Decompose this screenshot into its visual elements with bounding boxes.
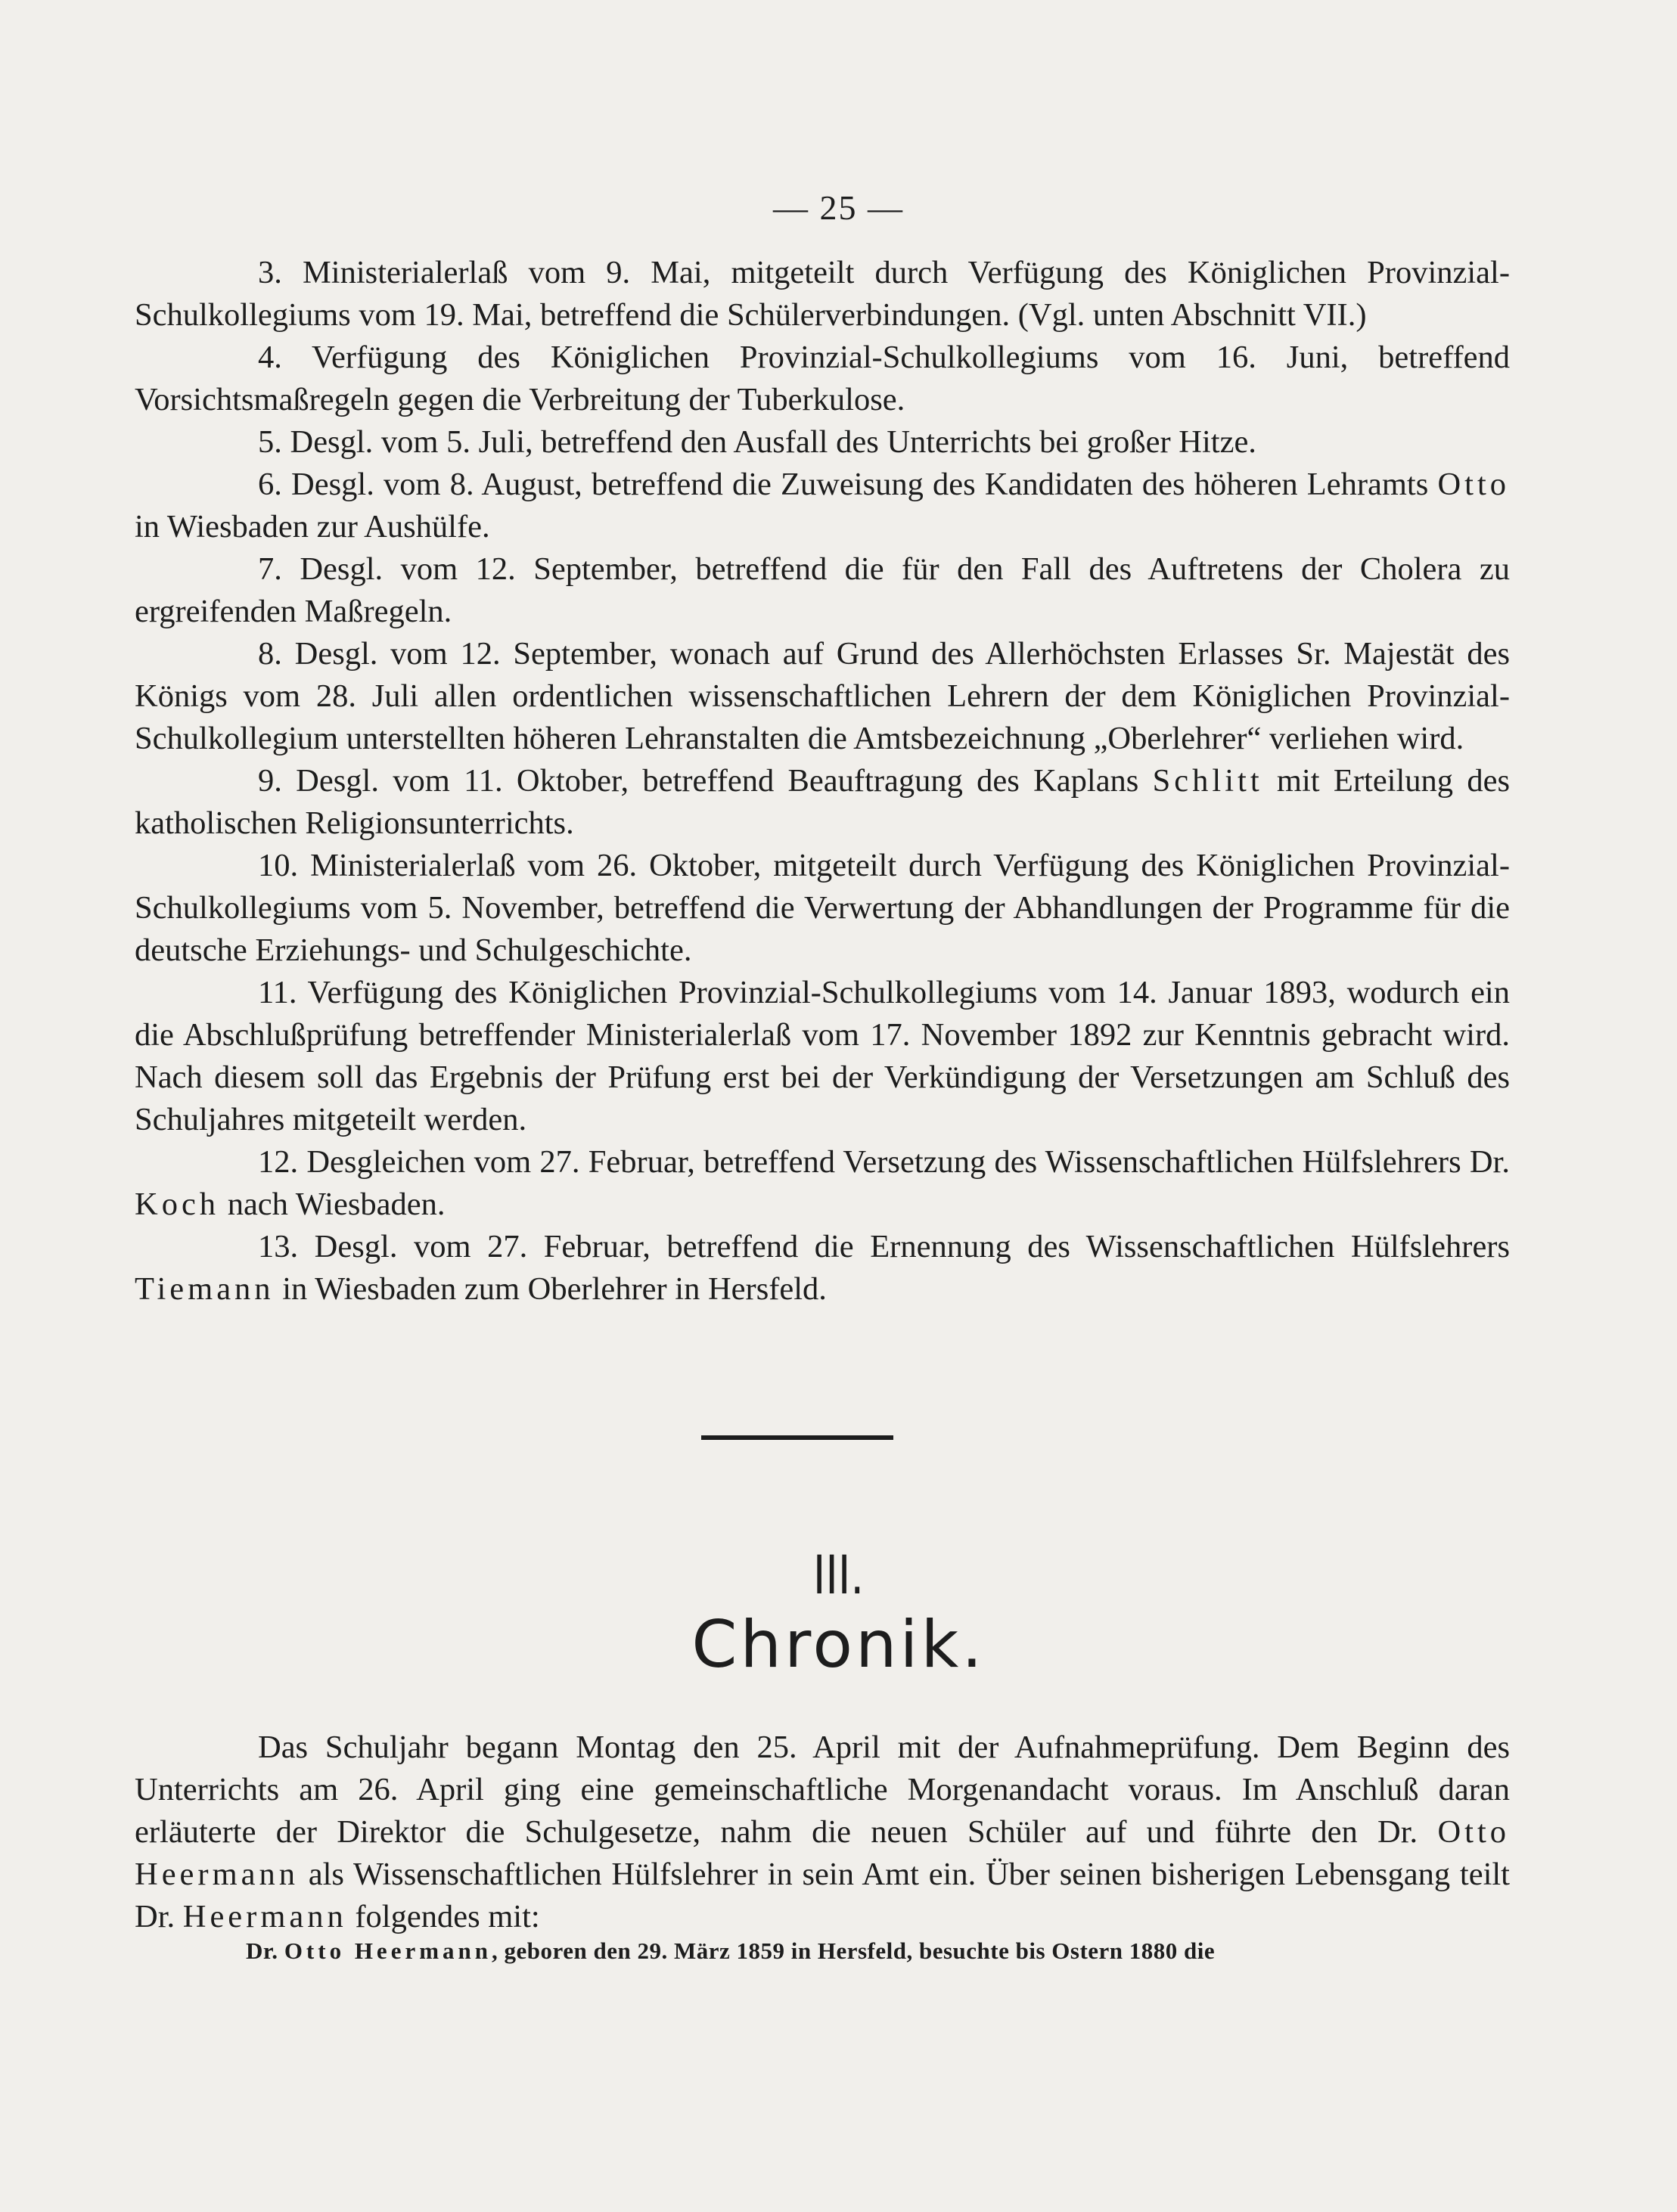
person-name: Otto Heermann	[135, 1814, 1510, 1892]
section-title: Chronik.	[691, 1607, 986, 1683]
decree-item: 3. Ministerialerlaß vom 9. Mai, mitgeteilt durch Verfügung des Königlichen Provinzial-Schulkollegiums vom 19. Mai, betreffend die Schülerverbindungen. (Vgl. unten Abschnitt VII.)	[135, 255, 1510, 333]
person-name: Tiemann	[135, 1271, 275, 1307]
decree-item: 11. Verfügung des Königlichen Provinzial-Schulkollegiums vom 14. Januar 1893, wodurch ein die Abschlußprüfung betreffender Ministerialerlaß vom 17. November 1892 zur Kenntnis gebracht wird. Nach diesem soll das Ergebnis der Prüfung erst bei der Verkündigung der Versetzungen am Schluß des Schuljahres mitgeteilt werden.	[135, 975, 1510, 1137]
decree-list	[135, 252, 1510, 1311]
person-name: Otto Heermann	[284, 1937, 492, 1964]
person-name: Koch	[135, 1187, 220, 1222]
decree-item: 8. Desgl. vom 12. September, wonach auf Grund des Allerhöchsten Erlasses Sr. Majestät des Königs vom 28. Juli allen ordentlichen wissenschaftlichen Lehrern der dem Königlichen Provinzial-Schulkollegium unterstellten höheren Lehranstalten die Amtsbezeichnung „Oberlehrer“ verliehen wird.	[135, 636, 1510, 756]
decree-item: 4. Verfügung des Königlichen Provinzial-Schulkollegiums vom 16. Juni, betreffend Vorsichtsmaßregeln gegen die Verbreitung der Tuberkulose.	[135, 340, 1510, 417]
person-name: Schlitt	[1152, 763, 1263, 799]
section-number: III.	[812, 1544, 865, 1606]
decree-item: 7. Desgl. vom 12. September, betreffend die für den Fall des Auftretens der Cholera zu ergreifenden Maßregeln.	[135, 551, 1510, 629]
section-divider	[701, 1435, 893, 1440]
decree-item: 12. Desgleichen vom 27. Februar, betreffend Versetzung des Wissenschaftlichen Hülfslehrers Dr. Koch nach Wiesbaden.	[135, 1144, 1510, 1222]
person-name: Otto	[1437, 467, 1510, 502]
decree-item: 13. Desgl. vom 27. Februar, betreffend die Ernennung des Wissenschaftlichen Hülfslehrers Tiemann in Wiesbaden zum Oberlehrer in Hersfeld.	[135, 1229, 1510, 1307]
biography-line: Dr. Otto Heermann, geboren den 29. März 1859 in Hersfeld, besuchte bis Ostern 1880 die	[246, 1937, 1216, 1964]
decree-item: 10. Ministerialerlaß vom 26. Oktober, mitgeteilt durch Verfügung des Königlichen Provinzial-Schulkollegiums vom 5. November, betreffend die Verwertung der Abhandlungen der Programme für die deutsche Erziehungs- und Schulgeschichte.	[135, 848, 1510, 968]
decree-item: 5. Desgl. vom 5. Juli, betreffend den Ausfall des Unterrichts bei großer Hitze.	[258, 424, 1256, 460]
chronicle-paragraph: Das Schuljahr begann Montag den 25. April mit der Aufnahmeprüfung. Dem Beginn des Unterrichts am 26. April ging eine gemeinschaftliche Morgenandacht voraus. Im Anschluß daran erläuterte der Direktor die Schulgesetze, nahm die neuen Schüler auf und führte den Dr. Otto Heermann als Wissenschaftlichen Hülfslehrer in sein Amt ein. Über seinen bisherigen Lebensgang teilt Dr. Heermann folgendes mit:	[135, 1730, 1510, 1934]
decree-item: 9. Desgl. vom 11. Oktober, betreffend Beauftragung des Kaplans Schlitt mit Erteilung des katholischen Religionsunterrichts.	[135, 763, 1510, 841]
page-number: — 25 —	[773, 188, 904, 227]
chronicle-text	[135, 1726, 1510, 1938]
person-name: Heermann	[182, 1899, 347, 1934]
decree-item: 6. Desgl. vom 8. August, betreffend die Zuweisung des Kandidaten des höheren Lehramts Otto in Wiesbaden zur Aushülfe.	[135, 467, 1510, 544]
